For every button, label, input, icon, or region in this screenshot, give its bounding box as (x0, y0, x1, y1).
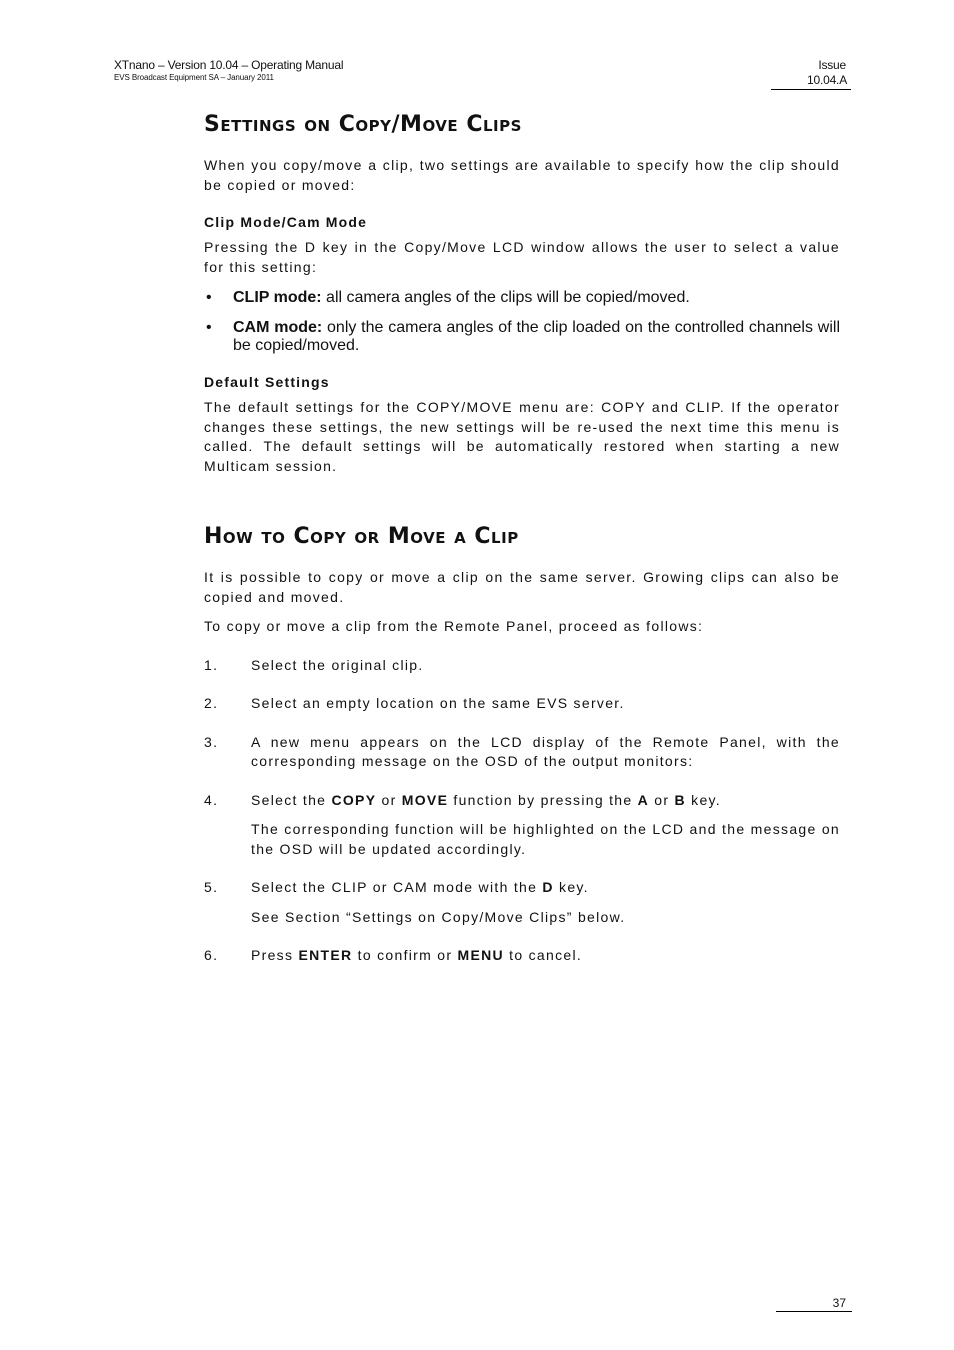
how-to-intro: It is possible to copy or move a clip on the same server. Growing clips can also be copied and moved. (204, 569, 840, 605)
step-3 (204, 733, 840, 772)
section-title-settings: Settings on Copy/Move Clips (204, 112, 522, 137)
bullet-label: CAM mode: (233, 319, 323, 336)
step-text: key. (553, 879, 589, 895)
page-content (204, 112, 840, 963)
step-number: 6. (204, 947, 219, 963)
bullet-icon: • (206, 289, 212, 306)
step-text: key. (685, 791, 721, 808)
step-text: Select an empty location on the same EVS server. (251, 695, 625, 711)
bullet-clip-mode (204, 289, 840, 307)
default-settings-text: The default settings for the COPY/MOVE menu are: COPY and CLIP. If the operator changes these settings, the new settings will be re-used the next time this menu is called. The default settings will be automatically restored when starting a new Multicam session. (204, 399, 840, 474)
step-text: A new menu appears on the LCD display of the Remote Panel, with the corresponding message on the OSD of the output monitors: (251, 733, 840, 769)
d-key: D (542, 879, 554, 895)
step-number: 1. (204, 656, 219, 673)
step-text: function by pressing the (448, 791, 638, 808)
step-number: 5. (204, 879, 219, 895)
step-2 (204, 694, 840, 714)
step-6 (204, 946, 840, 966)
how-to-intro-2: To copy or move a clip from the Remote Panel, proceed as follows: (204, 618, 704, 634)
bullet-cam-mode (204, 319, 840, 355)
bullet-text: all camera angles of the clips will be copied/moved. (321, 289, 690, 306)
move-keyword: MOVE (401, 791, 449, 808)
step-text: to cancel. (503, 947, 583, 963)
bullet-text: only the camera angles of the clip loaded on the controlled channels will be copied/moved. (233, 319, 840, 354)
issue-number: 10.04.A (771, 73, 851, 90)
step-note: The corresponding function will be highlighted on the LCD and the message on the OSD will be updated accordingly. (251, 821, 840, 857)
step-note: See Section “Settings on Copy/Move Clips” below. (251, 908, 626, 925)
issue-label: Issue (818, 58, 846, 72)
page-header (114, 58, 343, 83)
copy-keyword: COPY (331, 791, 377, 808)
b-key: B (674, 791, 686, 808)
document-title: XTnano – Version 10.04 – Operating Manual (114, 58, 344, 72)
step-text: Select the CLIP or CAM mode with the (251, 879, 543, 895)
step-text: Press (251, 947, 299, 963)
step-number: 4. (204, 791, 219, 808)
step-number: 3. (204, 733, 219, 750)
bullet-icon: • (206, 319, 212, 336)
step-text: or (376, 791, 402, 808)
section-title-how-to: How to Copy or Move a Clip (204, 524, 519, 549)
step-number: 2. (204, 695, 219, 711)
step-5 (204, 878, 840, 927)
step-4 (204, 791, 840, 860)
subsection-title-clip-mode: Clip Mode/Cam Mode (204, 214, 368, 230)
settings-intro: When you copy/move a clip, two settings are available to specify how the clip should be copied or moved: (204, 157, 840, 193)
step-1 (204, 656, 840, 676)
step-text: to confirm or (352, 947, 458, 963)
subsection-title-default-settings: Default Settings (204, 374, 330, 390)
step-text: or (649, 791, 675, 808)
bullet-label: CLIP mode: (233, 289, 322, 306)
enter-key: ENTER (298, 947, 353, 963)
step-text: Select the original clip. (251, 656, 424, 673)
menu-key: MENU (457, 947, 504, 963)
step-text: Select the (251, 791, 332, 808)
publisher-line: EVS Broadcast Equipment SA – January 2011 (114, 73, 274, 82)
issue-block (771, 58, 851, 90)
section-how-to (204, 524, 840, 966)
a-key: A (637, 791, 650, 808)
clip-mode-text: Pressing the D key in the Copy/Move LCD window allows the user to select a value for this setting: (204, 239, 840, 275)
page-number: 37 (776, 1295, 852, 1312)
